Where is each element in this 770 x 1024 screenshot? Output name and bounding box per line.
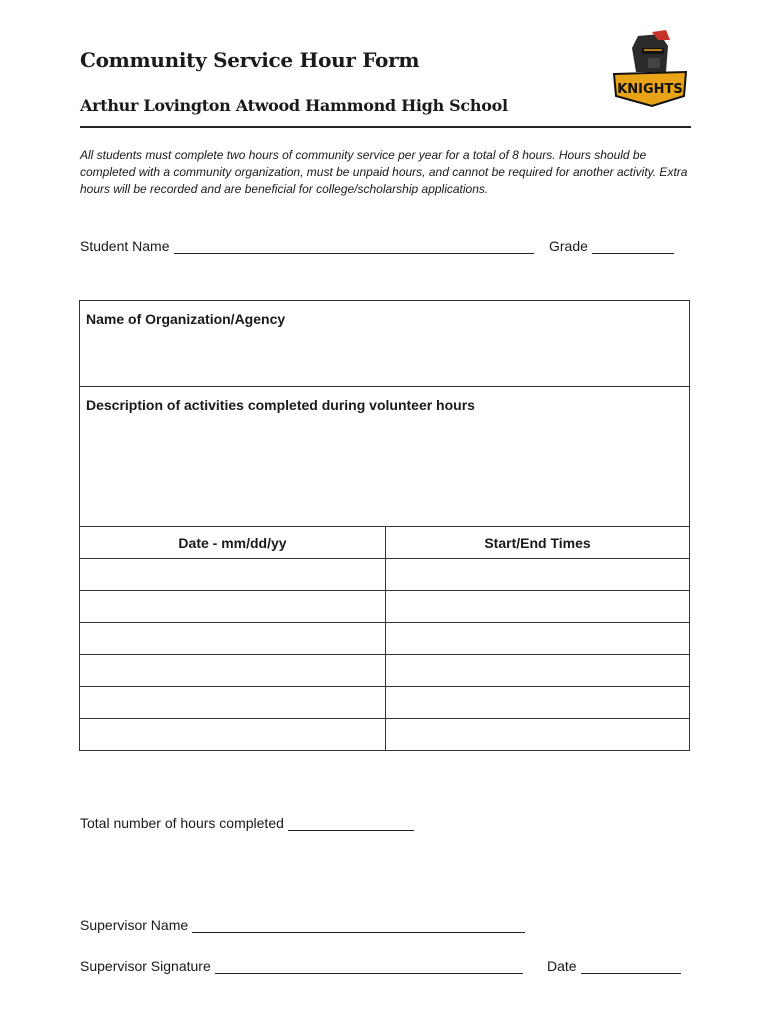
description-section[interactable] <box>80 387 689 527</box>
table-row <box>80 719 689 751</box>
grade-field[interactable] <box>549 238 674 254</box>
times-cell[interactable] <box>386 591 690 623</box>
organization-section[interactable] <box>80 301 689 387</box>
school-name: Arthur Lovington Atwood Hammond High School <box>80 96 508 115</box>
times-cell[interactable] <box>386 687 690 719</box>
form-title: Community Service Hour Form <box>80 48 420 72</box>
total-hours-field[interactable] <box>80 815 414 831</box>
grade-line[interactable] <box>592 239 674 254</box>
times-cell[interactable] <box>386 719 690 751</box>
hours-log-table <box>80 527 689 750</box>
header-rule <box>80 126 691 128</box>
date-cell[interactable] <box>80 559 386 591</box>
total-hours-label: Total number of hours completed <box>80 815 284 831</box>
knights-logo <box>608 28 692 112</box>
description-label: Description of activities completed during volunteer hours <box>86 397 475 413</box>
student-name-line[interactable] <box>174 239 534 254</box>
date-cell[interactable] <box>80 687 386 719</box>
logo-text: KNIGHTS <box>617 82 683 97</box>
date-cell[interactable] <box>80 623 386 655</box>
date-line[interactable] <box>581 959 681 974</box>
service-form-box <box>79 300 690 751</box>
table-row <box>80 687 689 719</box>
date-cell[interactable] <box>80 591 386 623</box>
times-cell[interactable] <box>386 623 690 655</box>
student-name-field[interactable] <box>80 238 534 254</box>
supervisor-signature-label: Supervisor Signature <box>80 958 211 974</box>
times-column-header: Start/End Times <box>386 527 690 559</box>
supervisor-name-field[interactable] <box>80 917 525 933</box>
date-column-header: Date - mm/dd/yy <box>80 527 386 559</box>
organization-label: Name of Organization/Agency <box>86 311 286 327</box>
table-row <box>80 559 689 591</box>
grade-label: Grade <box>549 238 588 254</box>
supervisor-signature-field[interactable] <box>80 958 523 974</box>
times-cell[interactable] <box>386 559 690 591</box>
date-cell[interactable] <box>80 655 386 687</box>
supervisor-signature-line[interactable] <box>215 959 523 974</box>
date-label: Date <box>547 958 577 974</box>
total-hours-line[interactable] <box>288 816 414 831</box>
table-header-row <box>80 527 689 559</box>
supervisor-name-label: Supervisor Name <box>80 917 189 933</box>
supervisor-name-line[interactable] <box>192 918 525 933</box>
date-cell[interactable] <box>80 719 386 751</box>
table-row <box>80 623 689 655</box>
instructions-text: All students must complete two hours of community service per year for a total of 8 hours. Hours should be completed with a community organization, must be unpaid hours, and cannot be required for another activity. Extra hours will be recorded and are beneficial for college/scholarship applications. <box>80 148 688 196</box>
table-row <box>80 655 689 687</box>
student-name-label: Student Name <box>80 238 170 254</box>
date-field[interactable] <box>547 958 681 974</box>
table-row <box>80 591 689 623</box>
times-cell[interactable] <box>386 655 690 687</box>
